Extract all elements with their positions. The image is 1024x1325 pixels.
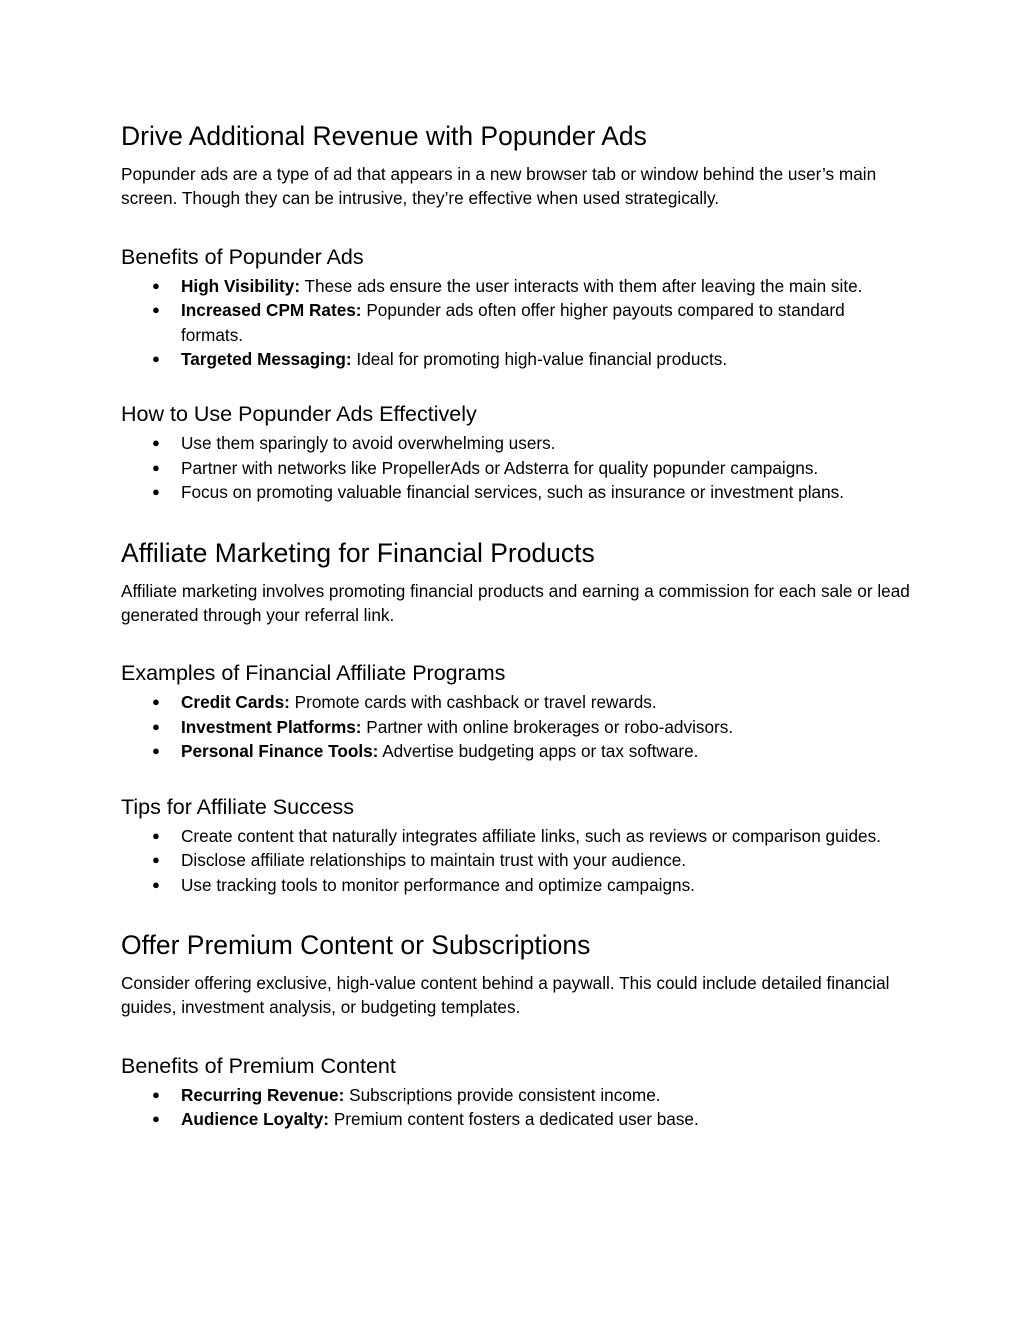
list-item (121, 715, 911, 739)
list-item (121, 1083, 911, 1107)
list-item-text: Disclose affiliate relationships to maintain trust with your audience. (181, 850, 687, 871)
list-item (121, 274, 911, 298)
list-item (121, 848, 911, 872)
list-item-text: Partner with networks like PropellerAds or Adsterra for quality popunder campaigns. (181, 457, 819, 478)
list-item-text: Advertise budgeting apps or tax software. (378, 741, 699, 762)
list-item (121, 298, 911, 347)
bullet-icon: ● (152, 302, 160, 318)
list-affiliate-examples (121, 690, 911, 763)
bullet-icon: ● (152, 1086, 160, 1102)
bullet-icon: ● (152, 484, 160, 500)
list-item-term: Recurring Revenue: (181, 1084, 345, 1105)
list-item-text: Use tracking tools to monitor performance and optimize campaigns. (181, 874, 695, 895)
section-title-affiliate: Affiliate Marketing for Financial Products (121, 537, 595, 568)
section-intro-premium: Consider offering exclusive, high-value content behind a paywall. This could include detailed financial guides, investment analysis, or budgeting templates. (121, 972, 890, 1018)
list-item-term: Audience Loyalty: (181, 1109, 330, 1130)
section-intro-affiliate: Affiliate marketing involves promoting financial products and earning a commission for each sale or lead generated through your referral link. (121, 580, 910, 626)
section-intro-popunder: Popunder ads are a type of ad that appears in a new browser tab or window behind the user’s main screen. Though they can be intrusive, they’re effective when used strategically. (121, 164, 877, 209)
list-item (121, 873, 911, 897)
bullet-icon: ● (152, 718, 160, 734)
list-item (121, 1107, 911, 1131)
list-item-term: Credit Cards: (181, 692, 290, 713)
list-item (121, 739, 911, 763)
bullet-icon: ● (152, 827, 160, 843)
list-item (121, 456, 911, 480)
document-body (121, 119, 911, 1132)
list-item (121, 824, 911, 848)
section-title-premium: Offer Premium Content or Subscriptions (121, 929, 591, 960)
section-title-popunder: Drive Additional Revenue with Popunder Ads (121, 121, 647, 151)
list-item-text: Focus on promoting valuable financial services, such as insurance or investment plans. (181, 482, 845, 503)
list-affiliate-tips (121, 824, 911, 897)
list-item-text: These ads ensure the user interacts with them after leaving the main site. (300, 275, 863, 296)
list-item-text: Subscriptions provide consistent income. (344, 1084, 661, 1105)
subheading-affiliate-tips: Tips for Affiliate Success (121, 794, 355, 819)
list-item (121, 690, 911, 714)
bullet-icon: ● (152, 351, 160, 367)
bullet-icon: ● (152, 277, 160, 293)
list-item-text: Promote cards with cashback or travel rewards. (289, 692, 657, 713)
list-item-term: Targeted Messaging: (181, 349, 352, 370)
subheading-premium-benefits: Benefits of Premium Content (121, 1053, 396, 1078)
bullet-icon: ● (152, 435, 160, 451)
list-item-term: Increased CPM Rates: (181, 300, 362, 321)
subheading-affiliate-examples: Examples of Financial Affiliate Programs (121, 661, 506, 686)
bullet-icon: ● (152, 852, 160, 868)
list-premium-benefits (121, 1083, 911, 1132)
list-item-text: Use them sparingly to avoid overwhelming users. (181, 433, 556, 454)
list-item-text: Ideal for promoting high-value financial products. (351, 349, 728, 370)
list-item (121, 431, 911, 455)
list-item-term: Investment Platforms: (181, 716, 362, 737)
bullet-icon: ● (152, 743, 160, 759)
list-popunder-howto (121, 431, 911, 504)
list-item-text: Premium content fosters a dedicated user base. (329, 1109, 699, 1130)
list-item-text: Partner with online brokerages or robo-advisors. (361, 716, 734, 737)
subheading-popunder-benefits: Benefits of Popunder Ads (121, 244, 364, 269)
bullet-icon: ● (152, 876, 160, 892)
subheading-popunder-howto: How to Use Popunder Ads Effectively (121, 402, 477, 427)
list-item-text: Create content that naturally integrates affiliate links, such as reviews or comparison guides. (181, 825, 881, 846)
list-item (121, 347, 911, 371)
bullet-icon: ● (152, 1111, 160, 1127)
list-popunder-benefits (121, 274, 911, 372)
list-item (121, 480, 911, 504)
list-item-term: Personal Finance Tools: (181, 741, 379, 762)
bullet-icon: ● (152, 459, 160, 475)
list-item-term: High Visibility: (181, 275, 301, 296)
bullet-icon: ● (152, 694, 160, 710)
list-item-text: Popunder ads often offer higher payouts compared to standard formats. (181, 300, 845, 345)
